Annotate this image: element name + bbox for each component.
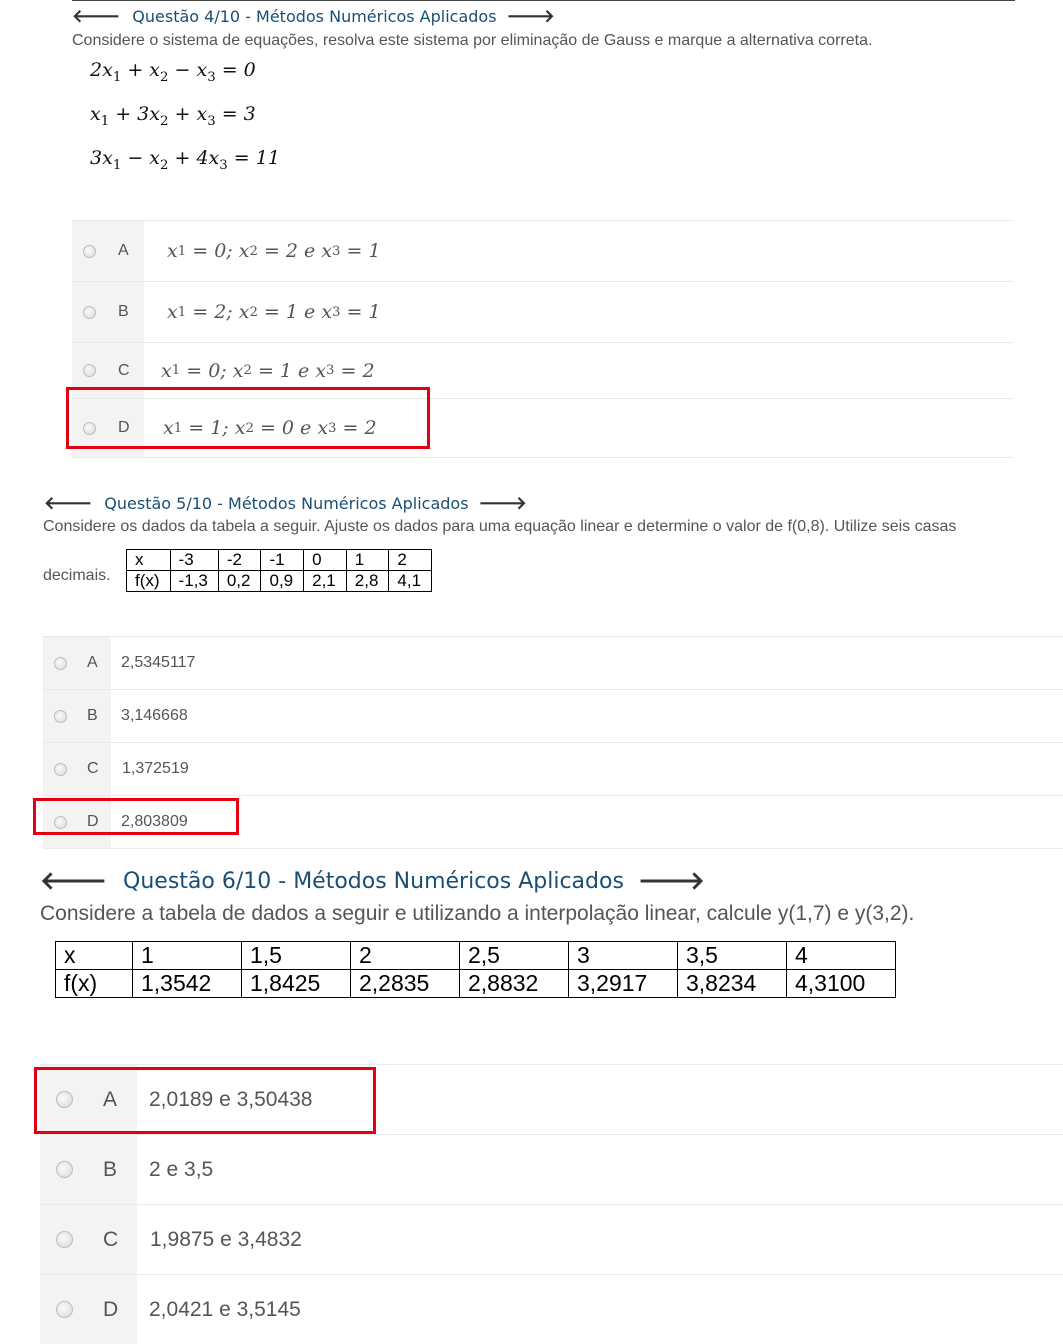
table-row: f(x) 1,3542 1,8425 2,2835 2,8832 3,2917 3,8234 4,3100 bbox=[56, 970, 896, 998]
option-d[interactable]: D 2,0421 e 3,5145 bbox=[40, 1274, 1063, 1344]
radio-icon[interactable] bbox=[56, 1301, 73, 1318]
equation-3: $3x_1 - x_2 + 4x_3 = 11$ bbox=[90, 147, 280, 173]
option-d[interactable]: D 2,803809 bbox=[43, 795, 1063, 849]
option-c-value: x 1 = 0 ; x 2 = 1 e x 3 = 2 bbox=[161, 359, 375, 382]
option-a-value: 2,5345117 bbox=[121, 654, 196, 671]
arrow-right-icon[interactable]: 🡒 bbox=[478, 492, 527, 514]
arrow-right-icon[interactable]: 🡒 bbox=[637, 866, 705, 895]
radio-icon[interactable] bbox=[83, 245, 96, 258]
highlight-box bbox=[34, 1067, 376, 1134]
radio-icon[interactable] bbox=[56, 1231, 73, 1248]
question-5-header bbox=[44, 491, 527, 515]
arrow-left-icon[interactable]: 🡐 bbox=[72, 5, 121, 27]
radio-icon[interactable] bbox=[83, 306, 96, 319]
option-a[interactable]: A x 1 = 0 ; x 2 = 2 e x 3 = 1 bbox=[72, 220, 1014, 281]
option-c[interactable]: C x 1 = 0 ; x 2 = 1 e x 3 = 2 bbox=[72, 342, 1014, 398]
equation-1: $2x_1 + x_2 - x_3 = 0$ bbox=[90, 59, 256, 85]
option-a-value: 2,0189 e 3,50438 bbox=[149, 1087, 313, 1111]
option-c-value: 1,9875 e 3,4832 bbox=[150, 1227, 302, 1251]
question-6-data-table bbox=[55, 941, 896, 998]
option-b-value: x 1 = 2 ; x 2 = 1 e x 3 = 1 bbox=[167, 301, 381, 323]
highlight-box bbox=[33, 798, 239, 835]
table-row: f(x) -1,3 0,2 0,9 2,1 2,8 4,1 bbox=[127, 571, 432, 592]
option-d[interactable]: D x 1 = 1 ; x 2 = 0 e x 3 = 2 bbox=[72, 398, 1014, 458]
radio-icon[interactable] bbox=[54, 763, 67, 776]
question-5-prompt: Considere os dados da tabela a seguir. Ajuste os dados para uma equação linear e determine o valor de f(0,8). Utilize seis casas bbox=[43, 518, 957, 535]
question-4-title: Questão 4/10 - Métodos Numéricos Aplicados bbox=[132, 6, 497, 26]
question-5-prompt-cont: decimais. bbox=[43, 567, 111, 584]
option-c[interactable]: C 1,9875 e 3,4832 bbox=[40, 1204, 1063, 1274]
option-c[interactable]: C 1,372519 bbox=[43, 742, 1063, 795]
option-b-value: 2 e 3,5 bbox=[149, 1157, 214, 1181]
option-d-value: 2,803809 bbox=[121, 813, 188, 830]
question-5-data-table bbox=[126, 549, 432, 592]
arrow-right-icon[interactable]: 🡒 bbox=[506, 5, 555, 27]
option-a[interactable]: A 2,5345117 bbox=[43, 636, 1063, 689]
question-5-title: Questão 5/10 - Métodos Numéricos Aplicados bbox=[104, 493, 469, 513]
equation-2: $x_1 + 3x_2 + x_3 = 3$ bbox=[90, 103, 256, 129]
question-6-prompt: Considere a tabela de dados a seguir e utilizando a interpolação linear, calcule y(1,7) e y(3,2). bbox=[40, 902, 915, 925]
option-b[interactable]: B x 1 = 2 ; x 2 = 1 e x 3 = 1 bbox=[72, 281, 1014, 342]
radio-icon[interactable] bbox=[56, 1161, 73, 1178]
option-b[interactable]: B 2 e 3,5 bbox=[40, 1134, 1063, 1204]
highlight-box bbox=[66, 387, 430, 449]
arrow-left-icon[interactable]: 🡐 bbox=[44, 492, 93, 514]
option-c-value: 1,372519 bbox=[122, 760, 189, 777]
arrow-left-icon[interactable]: 🡐 bbox=[40, 866, 108, 895]
option-d-value: 2,0421 e 3,5145 bbox=[149, 1297, 301, 1321]
question-4-prompt: Considere o sistema de equações, resolva este sistema por eliminação de Gauss e marque a alternativa correta. bbox=[72, 32, 873, 49]
option-b-value: 3,146668 bbox=[121, 707, 188, 724]
table-row: x 1 1,5 2 2,5 3 3,5 4 bbox=[56, 942, 896, 970]
table-row: x -3 -2 -1 0 1 2 bbox=[127, 550, 432, 571]
question-4-header bbox=[72, 4, 555, 28]
top-divider bbox=[72, 0, 1015, 1]
option-d-value: x 1 = 1 ; x 2 = 0 e x 3 = 2 bbox=[163, 417, 377, 439]
radio-icon[interactable] bbox=[54, 710, 67, 723]
radio-icon[interactable] bbox=[83, 364, 96, 377]
radio-icon[interactable] bbox=[54, 657, 67, 670]
option-a-value: x 1 = 0 ; x 2 = 2 e x 3 = 1 bbox=[167, 240, 381, 262]
option-b[interactable]: B 3,146668 bbox=[43, 689, 1063, 742]
question-6-header bbox=[40, 866, 705, 896]
option-a[interactable]: A 2,0189 e 3,50438 bbox=[40, 1064, 1063, 1134]
question-6-title: Questão 6/10 - Métodos Numéricos Aplicados bbox=[123, 868, 624, 894]
